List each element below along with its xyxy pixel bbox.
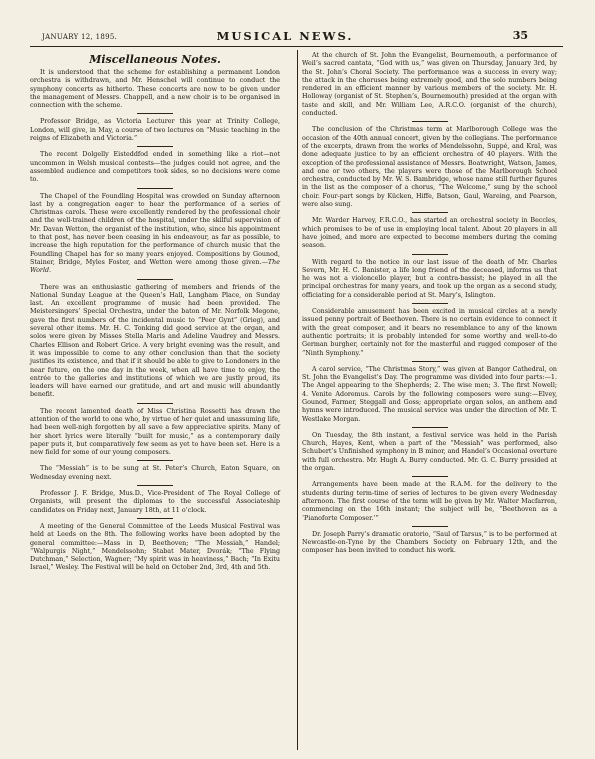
separator-rule — [137, 518, 173, 519]
separator-rule — [137, 460, 173, 461]
note-paragraph: The recent Dolgelly Eisteddfod ended in something like a riot—not uncommon in Welsh musical contests—the judges could not agree, and the assembled audience and competitors took sides, so no decisions were come to. — [30, 151, 280, 184]
header-rule — [30, 46, 563, 47]
issue-date: JANUARY 12, 1895. — [42, 33, 118, 41]
separator-rule — [137, 188, 173, 189]
note-paragraph: There was an enthusiastic gathering of members and friends of the National Sunday League at the Queen’s Hall, Langham Place, on Sunday last. An excellent programme of music had been provided. The Meistersingers’ Special Orchestra, under the baton of Mr. Norfolk Megone, gave the first numbers of the incidental music to “Peer Gynt” (Grieg), and several other items. Mr. H. C. Tonking did good service at the organ, and solos were given by Misses Stella Maris and Adeline Vaudrey and Messrs. Charles Ellison and Robert Grice. A very bright evening was the result, and it was impossible to come to any other conclusion than that the society justifies its existence, and that if it should be able to give to Londoners in the near future, on the one day in the week, when all have time to enjoy, the entrée to the galleries and institutions of which we are justly proud, its leaders will have earned our gratitude, and art and music will abundantly benefit. — [30, 283, 280, 399]
separator-rule — [412, 476, 448, 477]
separator-rule — [137, 485, 173, 486]
separator-rule — [412, 212, 448, 213]
separator-rule — [412, 526, 448, 527]
left-column — [30, 52, 280, 576]
note-paragraph: At the church of St. John the Evangelist, Bournemouth, a performance of Weil’s sacred cantata, “God with us,” was given on Thursday, January 3rd, by the St. John’s Choral Society. The performance was a success in every way; the attack in the choruses being extremely good, and the solo numbers being rendered in an efficient manner by various members of the society. Mr. H. Holloway (organist of St. Stephen’s, Bournemouth) presided at the organ with taste and skill, and Mr. William Lee, A.R.C.O. (organist of the church), conducted. — [302, 52, 557, 118]
note-paragraph: With regard to the notice in our last issue of the death of Mr. Charles Severn, Mr. H. C. Banister, a life long friend of the deceased, informs us that he was not a violoncello player, but a contra-bassist; he played in all the principal orchestras for many years, and took up the organ as a second study, officiating for a considerable period at St. Mary’s, Islington. — [302, 258, 557, 299]
separator-rule — [412, 121, 448, 122]
note-paragraph: Arrangements have been made at the R.A.M. for the delivery to the students during term-time of series of lectures to be given every Wednesday afternoon. The first course of the term will be given by Mr. Walter Macfarren, commencing on the 16th instant; the subject will be, “Beethoven as a ‘Pianoforte Composer.’” — [302, 481, 557, 522]
right-column — [302, 52, 557, 559]
column-divider — [297, 50, 298, 750]
note-paragraph: On Tuesday, the 8th instant, a festival service was held in the Parish Church, Hayes, Kent, when a part of the “Messiah” was performed, also Schubert’s Unfinished symphony in B minor, and Handel’s Occasional overture with full orchestra. Mr. Hugh A. Burry conducted. Mr. G. C. Burry presided at the organ. — [302, 431, 557, 473]
note-paragraph: Professor J. F. Bridge, Mus.D., Vice-President of The Royal College of Organists, will present the diplomas to the successful Associateship candidates on Friday next, January 18th, at 11 o’clock. — [30, 490, 280, 514]
note-paragraph: Mr. Warder Harvey, F.R.C.O., has started an orchestral society in Beccles, which promises to be of use in employing local talent. About 20 players in all have joined, and more are expected to become members during the coming season. — [302, 217, 557, 250]
note-text: The Chapel of the Foundling Hospital was crowded on Sunday afternoon last by a congregation eager to hear the performance of a series of Christmas carols. These were excellently rendered by the professional choir and the well-trained children of the hospital, under the skilful supervision of Mr. Davan Wetton, the organist of the institution, who, since his appointment to that post, has never been ceasing in his endeavour, as far as possible, to increase the high reputation for the performance of church music that the Foundling Chapel has for so many years enjoyed. Compositions by Gounod, Stainer, Bridge, Myles Foster, and Wetton were among those given.— — [30, 192, 280, 266]
separator-rule — [412, 254, 448, 255]
separator-rule — [137, 279, 173, 280]
note-paragraph: Dr. Joseph Parry’s dramatic oratorio, “Saul of Tarsus,” is to be performed at Newcastle-on-Tyne by the Chambers Society on February 12th, and the composer has been invited to conduct his work. — [302, 530, 557, 555]
section-title: Miscellaneous Notes. — [89, 53, 221, 66]
page-header — [42, 29, 528, 43]
separator-rule — [137, 403, 173, 404]
note-paragraph: The “Messiah” is to be sung at St. Peter’s Church, Eaton Square, on Wednesday evening next. — [30, 465, 280, 481]
separator-rule — [412, 427, 448, 428]
separator-rule — [137, 146, 173, 147]
note-paragraph: A carol service, “The Christmas Story,” was given at Bangor Cathedral, on St. John the Evangelist’s Day. The programme was divided into four parts:—1. The Angel appearing to the Shepherds; 2. The wise men; 3. The first Nowell; 4. Venite Adoremus. Carols by the following composers were sung:—Elvey, Gounod, Farmer, Steggall and Goss; appropriate organ solos, an anthem and hymns were introduced. The musical service was under the direction of Mr. T. Westlake Morgan. — [302, 365, 557, 423]
separator-rule — [412, 361, 448, 362]
source-citation: The World. — [30, 258, 280, 275]
note-paragraph: It is understood that the scheme for establishing a permanent London orchestra is withdrawn, and Mr. Henschel will continue to conduct the symphony concerts as hitherto. These concerts are now to be given under the management of Messrs. Chappell, and a new choir is to be organised in connection with the scheme. — [30, 69, 280, 110]
separator-rule — [137, 113, 173, 114]
note-paragraph: A meeting of the General Committee of the Leeds Musical Festival was held at Leeds on the 8th. The following works have been adopted by the general committee:—Mass in D, Beethoven; “The Messiah,” Handel; “Walpurgis Night,” Mendelssohn; Stabat Mater, Dvorák; “The Flying Dutchman,” Selection, Wagner; “My spirit was in heaviness,” Bach; “In Exitu Israel,” Wesley. The Festival will be held on October 2nd, 3rd, 4th and 5th. — [30, 522, 280, 572]
note-paragraph — [30, 193, 280, 276]
note-paragraph: Considerable amusement has been excited in musical circles at a newly issued penny portrait of Beethoven. There is no certain evidence to connect it with the great composer, and it bears no resemblance to any of the known authentic portraits; it is probably intended for some worthy and well-to-do German burgher, certainly not for the masterful and rugged composer of the “Ninth Symphony.” — [302, 308, 557, 357]
masthead-title: MUSICAL NEWS. — [216, 29, 354, 43]
note-paragraph: The recent lamented death of Miss Christina Rossetti has drawn the attention of the world to one who, by virtue of her quiet and unassuming life, had been well-nigh forgotten by all save a few appreciative spirits. Many of her short lyrics were literally “built for music,” as a contemporary daily paper puts it, but comparatively few seem as yet to have been set. Here is a new field for some of our young composers. — [30, 407, 280, 457]
note-paragraph: Professor Bridge, as Victoria Lecturer this year at Trinity College, London, will give, in May, a course of two lectures on “Music teaching in the reigns of Elizabeth and Victoria.” — [30, 118, 280, 143]
page-number: 35 — [512, 29, 528, 42]
separator-rule — [412, 303, 448, 304]
note-paragraph: The conclusion of the Christmas term at Marlborough College was the occasion of the 40th annual concert, given by the collegians. The performance of the excerpts, drawn from the works of Mendelssohn, Suppé, and Kral, was done adequate justice to by an efficient orchestra of 40 players. With the exception of the professional assistance of Messrs. Boatwright, Watson, James, and one or two others, the players were those of the Marlborough School orchestra, conducted by Mr. W. S. Bambridge, whose name still further figures in the list as the composer of a chorus, “The Welcome,” sung by the school choir. Four-part songs by Kücken, Hiffe, Batson, Gaul, Wareing, and Pearson, were also sung. — [302, 126, 557, 209]
